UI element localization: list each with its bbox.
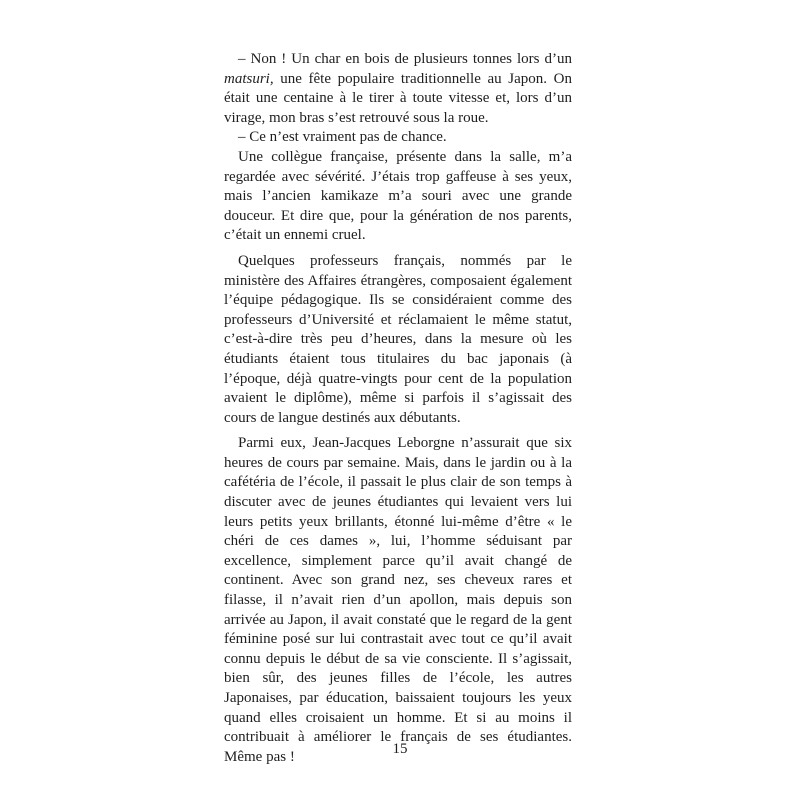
body-text [224, 50, 572, 767]
page-number: 15 [392, 741, 408, 757]
paragraph-professors: Quelques professeurs français, nommés par le ministère des Affaires étrangères, composaient également l’équipe pédagogique. Ils se considéraient comme des professeurs d’Université et réclamaient le même statut, c’est-à-dire très peu d’heures, dans la mesure où les étudiants étaient tous titulaires du bac japonais (à l’époque, déjà quatre-vingts pour cent de la population avaient le diplôme), même si parfois il s’agissait des cours de langue destinés aux débutants. [224, 252, 572, 426]
paragraph-leborgne: Parmi eux, Jean-Jacques Leborgne n’assurait que six heures de cours par semaine. Mais, dans le jardin ou à la cafétéria de l’école, il passait le plus clair de son temps à discuter avec de jeunes étudiantes qui levaient vers lui leurs petits yeux brillants, étonné lui-même d’être « le chéri de ces dames », lui, l’homme séduisant par excellence, simplement parce qu’il avait changé de continent. Avec son grand nez, ses cheveux rares et filasse, il n’avait rien d’un apollon, mais depuis son arrivée au Japon, il avait constaté que le regard de la gent féminine posé sur lui contrastait avec tout ce qu’il avait connu depuis le début de sa vie consciente. Il s’agissait, bien sûr, des jeunes filles de l’école, les autres Japonaises, par éducation, baissaient toujours les yeux quand elles croisaient un homme. Et si au moins il contribuait à améliorer le français de ses étudiantes. Même pas ! [224, 435, 572, 765]
dialogue-paragraph-2: – Ce n’est vraiment pas de chance. [238, 129, 447, 146]
paragraph-colleague: Une collègue française, présente dans la salle, m’a regardée avec sévérité. J’étais trop gaffeuse à ses yeux, mais l’ancien kamikaze m’a souri avec une grande douceur. Et dire que, pour la génération de nos parents, c’était un ennemi cruel. [224, 148, 572, 244]
italic-word: matsuri, [224, 70, 274, 87]
dialogue-paragraph-1: – Non ! Un char en bois de plusieurs tonnes lors d’un matsuri, une fête populaire traditionnelle au Japon. On était une centaine à le tirer à toute vitesse et, lors d’un virage, mon bras s’est retrouvé sous la roue. [224, 51, 572, 126]
